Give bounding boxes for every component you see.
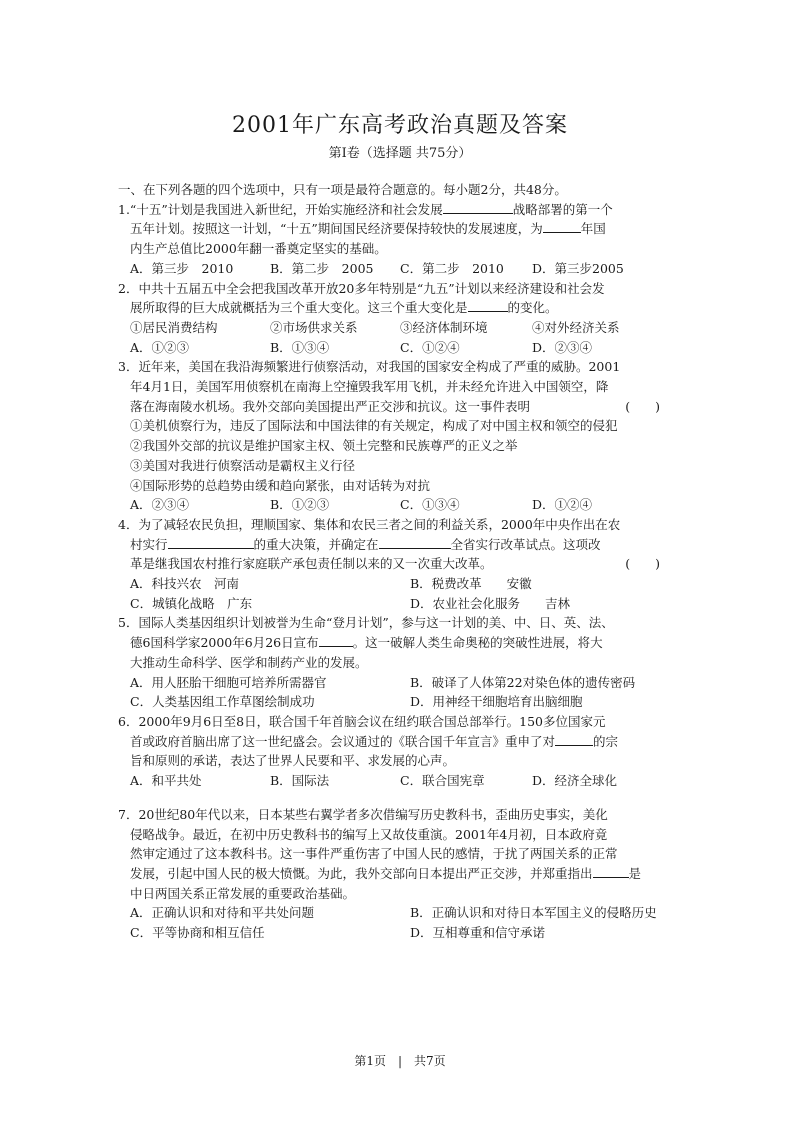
option-c: C．平等协商和相互信任 — [130, 925, 265, 941]
q1-text: 五年计划。按照这一计划，“十五”期间国民经济要保持较快的发展速度，为 — [130, 221, 543, 237]
question-2 — [118, 279, 688, 358]
q1-text: 年国 — [580, 221, 606, 237]
option-a: A．用人胚胎干细胞可培养所需器官 — [130, 674, 327, 690]
section-heading: 一、在下列各题的四个选项中，只有一项是最符合题意的。每小题2分，共48分。 — [118, 182, 567, 197]
q3-text: 3．近年来，美国在我沿海频繁进行侦察活动，对我国的国家安全构成了严重的威胁。2001 — [118, 359, 621, 375]
q5-text: 5．国际人类基因组织计划被誉为生命“登月计划”，参与这一计划的美、中、日、英、法、 — [118, 615, 614, 631]
option-a: A．科技兴农 河南 — [130, 576, 240, 592]
q6-text: 的宗 — [593, 733, 619, 749]
spacer — [118, 791, 688, 805]
option-a: A．正确认识和对待和平共处问题 — [130, 905, 315, 921]
q2-text: 的变化。 — [507, 300, 558, 316]
q6-options — [118, 771, 688, 791]
option-a: A．和平共处 — [130, 773, 202, 789]
question-3 — [118, 357, 688, 515]
q2-items — [118, 318, 688, 338]
q7-options — [118, 903, 688, 923]
q2-options — [118, 338, 688, 358]
q7-text: 然审定通过了这本教科书。这一事件严重伤害了中国人民的感情，于扰了两国关系的正常 — [130, 846, 618, 862]
option-d: D．①②④ — [532, 497, 593, 513]
question-4 — [118, 515, 688, 614]
q3-options — [118, 495, 688, 515]
option-d: D．经济全球化 — [532, 773, 618, 789]
option-c: C．城镇化战略 广东 — [130, 595, 253, 611]
option-b: B．正确认识和对待日本军国主义的侵略历史 — [410, 905, 657, 921]
option-d: D．互相尊重和信守承诺 — [410, 925, 546, 941]
q3-text: 年4月1日，美国军用侦察机在南海上空撞毁我军用飞机，并未经允许进入中国领空，降 — [130, 379, 609, 395]
option-a: A．第三步 2010 — [130, 260, 234, 276]
statement: ①居民消费结构 — [130, 319, 218, 335]
q1-text: 内生产总值比2000年翻一番奠定坚实的基础。 — [130, 241, 387, 257]
statement: ②我国外交部的抗议是维护国家主权、领土完整和民族尊严的正义之举 — [130, 438, 518, 454]
option-b: B．第二步 2005 — [270, 260, 374, 276]
option-a: A．②③④ — [130, 497, 190, 513]
statement: ③经济体制环境 — [400, 319, 488, 335]
option-b: B．①②③ — [270, 497, 330, 513]
option-c: C．联合国宪章 — [400, 773, 485, 789]
blank — [443, 200, 513, 214]
q6-text: 旨和原则的承诺，表达了世界人民要和平、求发展的心声。 — [130, 753, 456, 769]
option-d: D．用神经干细胞培育出脑细胞 — [410, 694, 583, 710]
answer-parentheses: ( ) — [625, 398, 660, 414]
q2-text: 展所取得的巨大成就概括为三个重大变化。这三个重大变化是 — [130, 300, 468, 316]
q2-text: 2．中共十五届五中全会把我国改革开放20多年特别是“九五”计划以来经济建设和社会发 — [118, 280, 605, 296]
blank — [379, 535, 451, 549]
option-c: C．第二步 2010 — [400, 260, 504, 276]
option-d: D．农业社会化服务 吉林 — [410, 595, 571, 611]
option-b: B．破译了人体第22对染色体的遗传密码 — [410, 674, 636, 690]
q4-options — [118, 594, 688, 614]
q5-options — [118, 692, 688, 712]
blank — [543, 219, 581, 233]
statement: ③美国对我进行侦察活动是霸权主义行径 — [130, 457, 356, 473]
q7-text: 中日两国关系正常发展的重要政治基础。 — [130, 885, 356, 901]
blank — [593, 864, 629, 878]
statement: ①美机侦察行为，违反了国际法和中国法律的有关规定，构成了对中国主权和领空的侵犯 — [130, 418, 618, 434]
q5-text: 德6国科学家2000年6月26日宣布 — [130, 635, 319, 651]
q7-text: 是 — [628, 865, 642, 881]
option-c: C．人类基因组工作草图绘制成功 — [130, 694, 315, 710]
q5-text: 大推动生命科学、医学和制药产业的发展。 — [130, 654, 368, 670]
answer-parentheses: ( ) — [625, 556, 660, 572]
q1-text: 战略部署的第一个 — [512, 201, 613, 217]
document-title: 2001年广东高考政治真题及答案 — [232, 113, 568, 138]
option-b: B．税费改革 安徽 — [410, 576, 532, 592]
option-d: D．②③④ — [532, 339, 593, 355]
blank — [555, 732, 593, 746]
option-d: D．第三步2005 — [532, 260, 624, 276]
q5-text: 。这一破解人类生命奥秘的突破性进展，将大 — [352, 635, 603, 651]
q7-text: 侵略战争。最近，在初中历史教科书的编写上又故伎重演。2001年4月初，日本政府竟 — [130, 826, 608, 842]
blank — [319, 633, 353, 647]
option-a: A．①②③ — [130, 339, 190, 355]
statement: ②市场供求关系 — [270, 319, 358, 335]
option-b: B．①③④ — [270, 339, 330, 355]
q7-options — [118, 923, 688, 943]
q4-text: 革是继我国农村推行家庭联产承包责任制以来的又一次重大改革。 — [130, 556, 493, 572]
q4-text: 村实行 — [130, 536, 168, 552]
question-1 — [118, 200, 688, 279]
q3-text: 落在海南陵水机场。我外交部向美国提出严正交涉和抗议。这一事件表明 — [130, 398, 531, 414]
blank — [468, 298, 508, 312]
q5-options — [118, 673, 688, 693]
question-6 — [118, 712, 688, 791]
option-b: B．国际法 — [270, 773, 330, 789]
option-c: C．①③④ — [400, 497, 460, 513]
q6-text: 首或政府首脑出席了这一世纪盛会。会议通过的《联合国千年宣言》重申了对 — [130, 733, 556, 749]
question-7 — [118, 805, 688, 943]
question-body — [118, 180, 688, 943]
q1-options — [118, 259, 688, 279]
statement: ④对外经济关系 — [532, 319, 620, 335]
q4-options — [118, 574, 688, 594]
question-5 — [118, 613, 688, 712]
document-subtitle: 第Ⅰ卷（选择题 共75分） — [328, 146, 472, 161]
q7-text: 发展，引起中国人民的极大愤慨。为此，我外交部向日本提出严正交涉，并郑重指出 — [130, 865, 593, 881]
blank — [168, 535, 254, 549]
option-c: C．①②④ — [400, 339, 460, 355]
q4-text: 4．为了减轻农民负担，理顺国家、集体和农民三者之间的利益关系，2000年中央作出在农 — [118, 516, 621, 532]
q7-text: 7．20世纪80年代以来，日本某些右翼学者多次借编写历史教科书，歪曲历史事实，美化 — [118, 806, 608, 822]
q4-text: 全省实行改革试点。这项改 — [450, 536, 601, 552]
page-footer: 第1页 | 共7页 — [354, 1054, 446, 1068]
q1-text: 1.“十五”计划是我国进入新世纪，开始实施经济和社会发展 — [118, 201, 443, 217]
q6-text: 6．2000年9月6日至8日，联合国千年首脑会议在纽约联合国总部举行。150多位国家元 — [118, 713, 606, 729]
statement: ④国际形势的总趋势由缓和趋向紧张，由对话转为对抗 — [130, 477, 431, 493]
q4-text: 的重大决策，并确定在 — [253, 536, 379, 552]
